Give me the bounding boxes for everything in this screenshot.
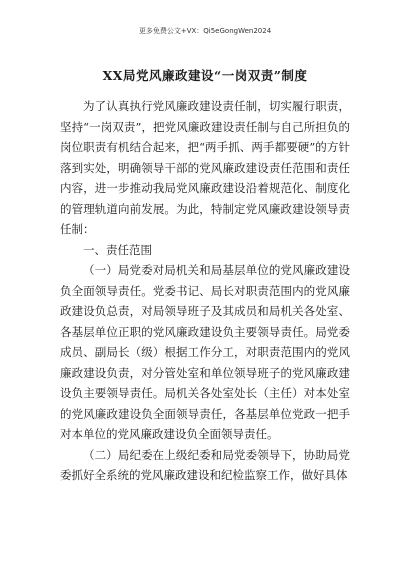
section-heading: 一、责任范围 xyxy=(83,242,152,257)
intro-paragraph: 为了认真执行党风廉政建设责任制，切实履行职责，坚持“一岗双责”，把党风廉政建设责任制与自己所担负的岗位职责有机结合起来，把“两手抓、两手都要硬”的方针落到实处，明确领导干部的党风廉政建设责任范围和责任内容，进一步推动我局党风廉政建设沿着规范化、制度化的管理轨道向前发展。为此，特制定党风廉政建设领导责任制： xyxy=(60,99,350,236)
document-body xyxy=(60,96,350,486)
item-paragraph-2: （二）局纪委在上级纪委和局党委领导下，协助局党委抓好全系统的党风廉政建设和纪检监察工作，做好具体 xyxy=(60,447,350,482)
header-note: 更多免费公文+VX：Qi5eGongWen2024 xyxy=(138,27,272,35)
document-title: XX局党风廉政建设“一岗双责”制度 xyxy=(102,68,308,83)
item-paragraph-1: （一）局党委对局机关和局基层单位的党风廉政建设负全面领导责任。党委书记、局长对职责范围内的党风廉政建设负总责，对局领导班子及其成员和局机关各处室、各基层单位正职的党风廉政建设负主要领导责任。局党委成员、副局长（级）根据工作分工，对职责范围内的党风廉政建设负责，对分管处室和单位领导班子的党风廉政建设负主要领导责任。局机关各处室处长（主任）对本处室的党风廉政建设负全面领导责任，各基层单位党政一把手对本单位的党风廉政建设负全面领导责任。 xyxy=(60,263,350,441)
